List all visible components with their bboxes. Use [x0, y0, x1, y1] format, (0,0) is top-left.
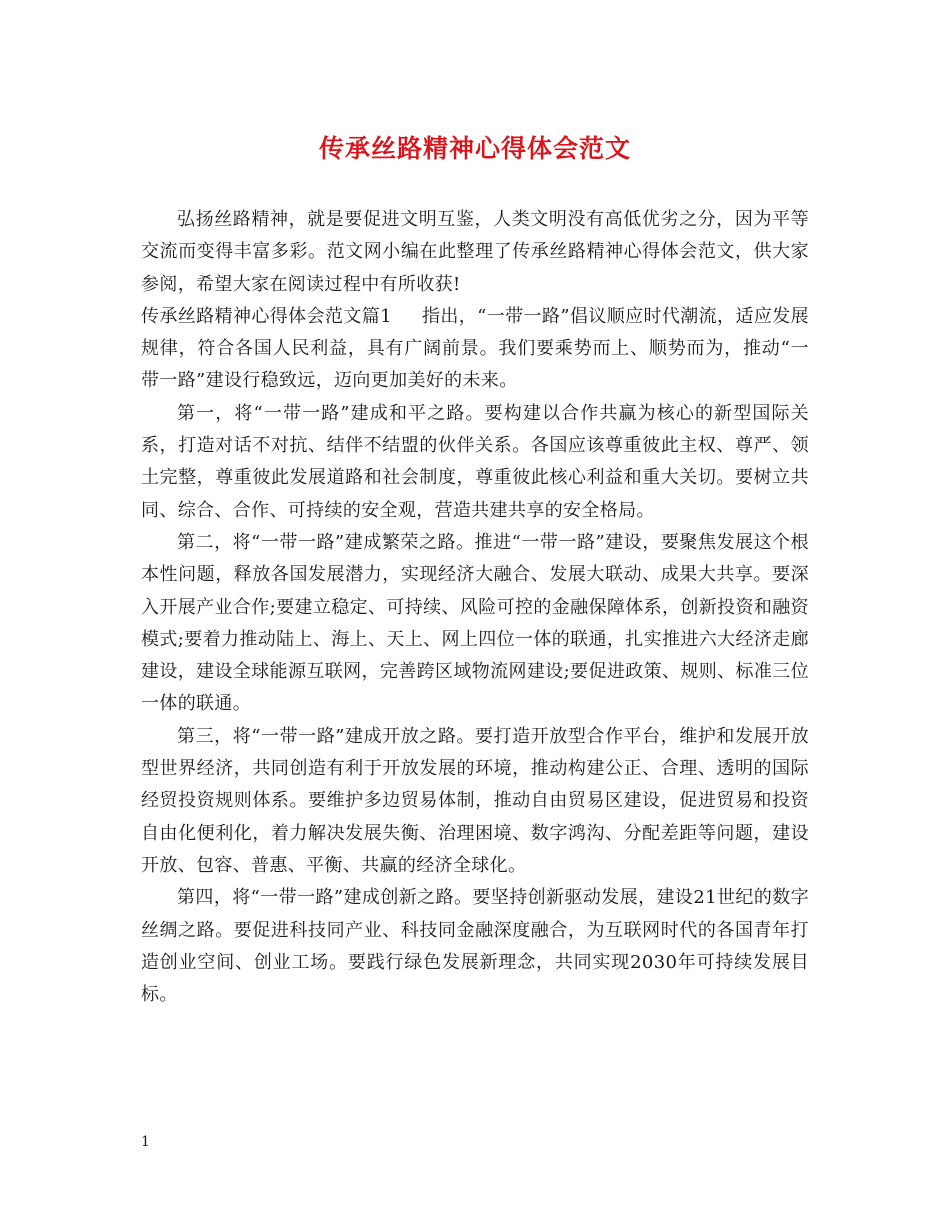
section-heading: 传承丝路精神心得体会范文篇1	[141, 305, 392, 327]
document-title: 传承丝路精神心得体会范文	[318, 134, 631, 163]
body-paragraph-3: 第三，将“一带一路”建成开放之路。要打造开放型合作平台，维护和发展开放型世界经济，共同创造有利于开放发展的环境，推动构建公正、合理、透明的国际经贸投资规则体系。要维护多边贸易体制，推动自由贸易区建设，促进贸易和投资自由化便利化，着力解决发展失衡、治理困境、数字鸿沟、分配差距等问题，建设开放、包容、普惠、平衡、共赢的经济全球化。	[141, 725, 809, 876]
section-lead-text: 指出，“一带一路”倡议顺应时代潮流，适应发展规律，符合各国人民利益，具有广阔前景。我们要乘势而上、顺势而为，推动“一带一路”建设行稳致远，迈向更加美好的未来。	[141, 305, 809, 392]
body-paragraph-4: 第四，将“一带一路”建成创新之路。要坚持创新驱动发展，建设21世纪的数字丝绸之路。要促进科技同产业、科技同金融深度融合，为互联网时代的各国青年打造创业空间、创业工场。要践行绿色发展新理念，共同实现2030年可持续发展目标。	[141, 887, 809, 1006]
intro-paragraph: 弘扬丝路精神，就是要促进文明互鉴，人类文明没有高低优劣之分，因为平等交流而变得丰富多彩。范文网小编在此整理了传承丝路精神心得体会范文，供大家参阅，希望大家在阅读过程中有所收获!	[141, 209, 809, 295]
document-body	[141, 204, 809, 1011]
body-paragraph-2: 第二，将“一带一路”建成繁荣之路。推进“一带一路”建设，要聚焦发展这个根本性问题，释放各国发展潜力，实现经济大融合、发展大联动、成果大共享。要深入开展产业合作;要建立稳定、可持续、风险可控的金融保障体系，创新投资和融资模式;要着力推动陆上、海上、天上、网上四位一体的联通，扎实推进六大经济走廊建设，建设全球能源互联网，完善跨区域物流网建设;要促进政策、规则、标准三位一体的联通。	[141, 531, 809, 715]
section-paragraph	[141, 301, 809, 398]
body-paragraph-1: 第一，将“一带一路”建成和平之路。要构建以合作共赢为核心的新型国际关系，打造对话不对抗、结伴不结盟的伙伴关系。各国应该尊重彼此主权、尊严、领土完整，尊重彼此发展道路和社会制度，尊重彼此核心利益和重大关切。要树立共同、综合、合作、可持续的安全观，营造共建共享的安全格局。	[141, 402, 809, 521]
page-number: 1	[141, 1134, 150, 1150]
